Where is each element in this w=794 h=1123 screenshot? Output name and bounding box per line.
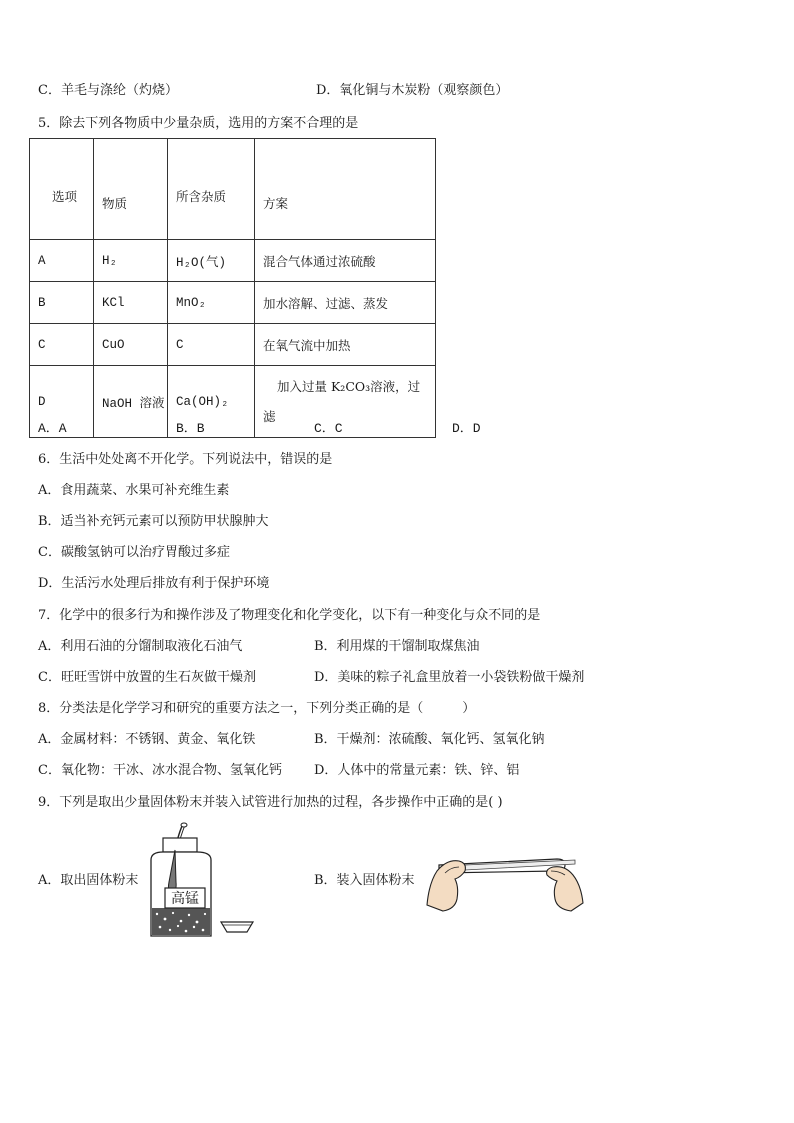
cell-plan: 加水溶解、过滤、蒸发 xyxy=(255,282,436,324)
q5-answer-c: C．C xyxy=(314,421,343,436)
cell-substance: KCl xyxy=(94,282,168,324)
q6-stem: 6．生活中处处离不开化学。下列说法中，错误的是 xyxy=(38,452,333,467)
header-plan: 方案 xyxy=(255,139,436,240)
q9-option-b: B．装入固体粉末 xyxy=(314,873,415,888)
table-row xyxy=(30,282,436,324)
q8-option-a: A．金属材料：不锈钢、黄金、氧化铁 xyxy=(38,732,256,747)
cell-impurity: C xyxy=(168,324,255,366)
q5-table xyxy=(29,138,436,438)
q9-stem: 9．下列是取出少量固体粉末并装入试管进行加热的过程，各步操作中正确的是( ) xyxy=(38,795,503,810)
q9-option-a: A．取出固体粉末 xyxy=(38,873,139,888)
header-substance: 物质 xyxy=(94,139,168,240)
plan-line-1: 加入过量 K₂CO₃溶液，过 xyxy=(277,378,421,394)
q6-option-c: C．碳酸氢钠可以治疗胃酸过多症 xyxy=(38,545,230,560)
cell-impurity: Ca(OH)₂ xyxy=(168,366,255,438)
q7-option-c: C．旺旺雪饼中放置的生石灰做干燥剂 xyxy=(38,670,256,685)
table-row xyxy=(30,366,436,438)
table-header-row xyxy=(30,139,436,240)
cell-impurity: H₂O(气) xyxy=(168,240,255,282)
cell-substance: NaOH 溶液 xyxy=(94,366,168,438)
q8-option-d: D．人体中的常量元素：铁、锌、铝 xyxy=(314,763,520,778)
q4-option-c: C．羊毛与涤纶（灼烧） xyxy=(38,83,178,98)
header-option: 选项 xyxy=(30,139,94,240)
q8-stem: 8．分类法是化学学习和研究的重要方法之一，下列分类正确的是（ ） xyxy=(38,701,476,716)
table-row xyxy=(30,324,436,366)
q6-option-d: D．生活污水处理后排放有利于保护环境 xyxy=(38,576,270,591)
cell-substance: H₂ xyxy=(94,240,168,282)
q7-option-b: B．利用煤的干馏制取煤焦油 xyxy=(314,639,480,654)
cell-plan: 混合气体通过浓硫酸 xyxy=(255,240,436,282)
reagent-bottle-figure xyxy=(145,822,260,942)
bottle-label: 高锰 xyxy=(171,891,199,907)
cell-option: C xyxy=(30,324,94,366)
q8-option-b: B．干燥剂：浓硫酸、氧化钙、氢氧化钠 xyxy=(314,732,545,747)
plan-line-2: 滤 xyxy=(263,408,276,424)
cell-option: A xyxy=(30,240,94,282)
cell-option: D xyxy=(30,366,94,438)
q8-option-c: C．氧化物：干冰、冰水混合物、氢氧化钙 xyxy=(38,763,282,778)
cell-substance: CuO xyxy=(94,324,168,366)
q7-option-d: D．美味的粽子礼盒里放着一小袋铁粉做干燥剂 xyxy=(314,670,585,685)
q6-option-b: B．适当补充钙元素可以预防甲状腺肿大 xyxy=(38,514,269,529)
cell-plan xyxy=(255,366,436,438)
cell-option: B xyxy=(30,282,94,324)
test-tube-figure xyxy=(425,843,585,913)
cell-plan: 在氧气流中加热 xyxy=(255,324,436,366)
q7-option-a: A．利用石油的分馏制取液化石油气 xyxy=(38,639,243,654)
q7-stem: 7．化学中的很多行为和操作涉及了物理变化和化学变化，以下有一种变化与众不同的是 xyxy=(38,608,541,623)
table-row xyxy=(30,240,436,282)
q5-answer-a: A．A xyxy=(38,421,67,436)
q6-option-a: A．食用蔬菜、水果可补充维生素 xyxy=(38,483,230,498)
cell-impurity: MnO₂ xyxy=(168,282,255,324)
q5-answer-d: D．D xyxy=(452,421,481,436)
q4-option-d: D．氧化铜与木炭粉（观察颜色） xyxy=(316,83,509,98)
q5-stem: 5．除去下列各物质中少量杂质，选用的方案不合理的是 xyxy=(38,116,359,131)
header-impurity: 所含杂质 xyxy=(168,139,255,240)
q5-answer-b: B．B xyxy=(176,421,205,436)
